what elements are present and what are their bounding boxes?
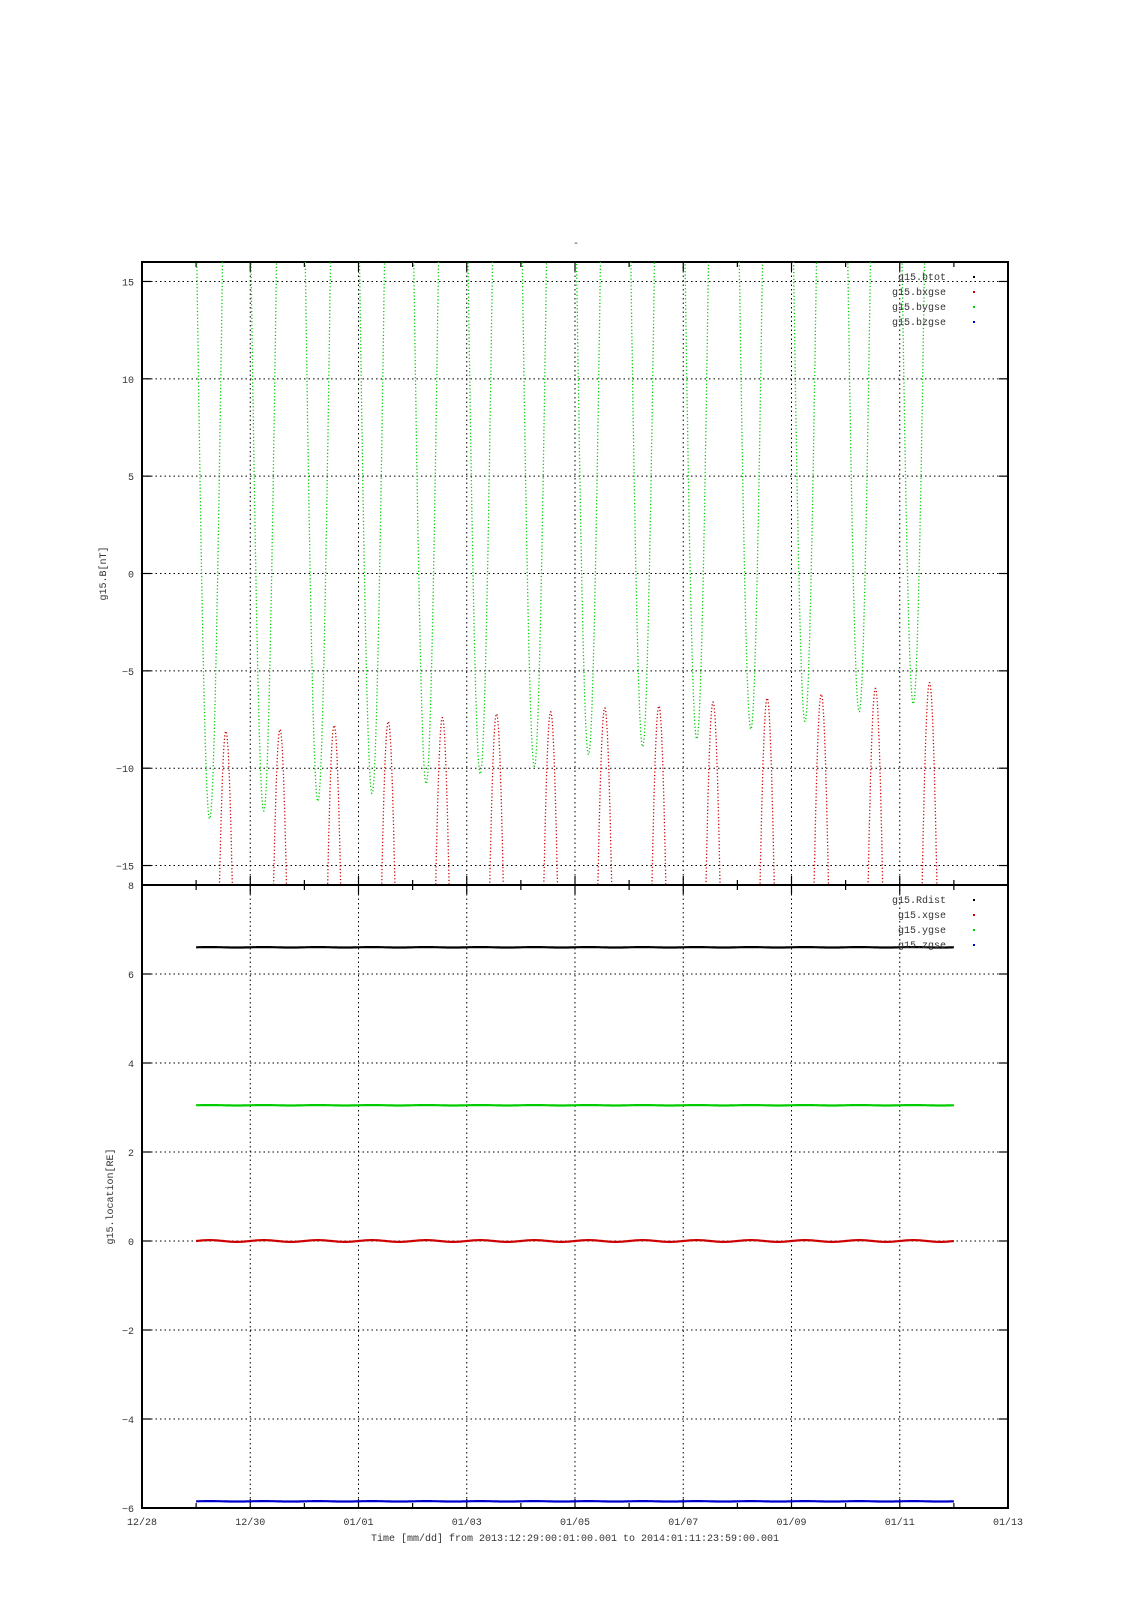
y-tick-label: −4 bbox=[121, 1416, 134, 1427]
legend-label: g15.bygse bbox=[891, 303, 946, 314]
legend-marker bbox=[973, 321, 975, 323]
y-tick-label: 15 bbox=[121, 278, 134, 290]
legend-marker bbox=[973, 944, 975, 946]
x-tick-label: 01/09 bbox=[776, 1518, 807, 1529]
y-tick-label: 0 bbox=[127, 1238, 134, 1249]
x-tick-label: 12/30 bbox=[235, 1518, 266, 1529]
x-tick-label: 01/11 bbox=[884, 1518, 915, 1529]
legend-label: g15.bxgse bbox=[891, 288, 946, 299]
x-axis-label: Time [mm/dd] from 2013:12:29:00:01:00.001 to 2014:01:11:23:59:00.001 bbox=[370, 1534, 780, 1545]
x-tick-label: 01/01 bbox=[343, 1518, 374, 1529]
legend-marker bbox=[973, 929, 975, 931]
legend-label: g15.xgse bbox=[897, 911, 946, 922]
y-tick-label: 8 bbox=[127, 882, 134, 893]
y-tick-label: 4 bbox=[127, 1060, 134, 1071]
legend-marker bbox=[973, 276, 975, 278]
y-tick-label: 6 bbox=[127, 971, 134, 982]
x-tick-label: 01/05 bbox=[559, 1518, 591, 1529]
top-mark: - bbox=[572, 239, 580, 250]
y-tick-label: −6 bbox=[121, 1505, 134, 1516]
x-tick-label: 12/28 bbox=[126, 1518, 158, 1529]
plot-panel-1 bbox=[98, 257, 1008, 890]
y-axis-label: g15.location[RE] bbox=[106, 1148, 117, 1245]
legend-marker bbox=[973, 914, 975, 916]
x-tick-label: 01/07 bbox=[668, 1518, 699, 1529]
legend-marker bbox=[973, 291, 975, 293]
y-tick-label: 0 bbox=[127, 570, 134, 582]
x-tick-label: 01/03 bbox=[451, 1518, 482, 1529]
y-tick-label: −10 bbox=[115, 765, 134, 777]
legend-label: g15.btot bbox=[897, 273, 946, 284]
y-tick-label: −15 bbox=[115, 862, 134, 874]
y-tick-label: −5 bbox=[121, 667, 134, 679]
legend-label: g15.Rdist bbox=[891, 896, 946, 907]
legend-marker bbox=[973, 306, 975, 308]
y-axis-label: g15.B[nT] bbox=[99, 546, 110, 601]
x-tick-label: 01/13 bbox=[992, 1518, 1024, 1529]
legend-label: g15.zgse bbox=[897, 941, 946, 952]
series-line-bxgse bbox=[196, 683, 954, 890]
y-tick-label: −2 bbox=[121, 1327, 134, 1338]
plot-panel-2 bbox=[105, 882, 1008, 1516]
y-tick-label: 2 bbox=[127, 1149, 134, 1160]
legend-label: g15.bzgse bbox=[891, 318, 946, 329]
legend-marker bbox=[973, 899, 975, 901]
y-tick-label: 5 bbox=[127, 473, 134, 485]
series-line-xgse bbox=[196, 1240, 954, 1242]
y-tick-label: 10 bbox=[121, 375, 134, 387]
legend-label: g15.ygse bbox=[897, 926, 946, 937]
